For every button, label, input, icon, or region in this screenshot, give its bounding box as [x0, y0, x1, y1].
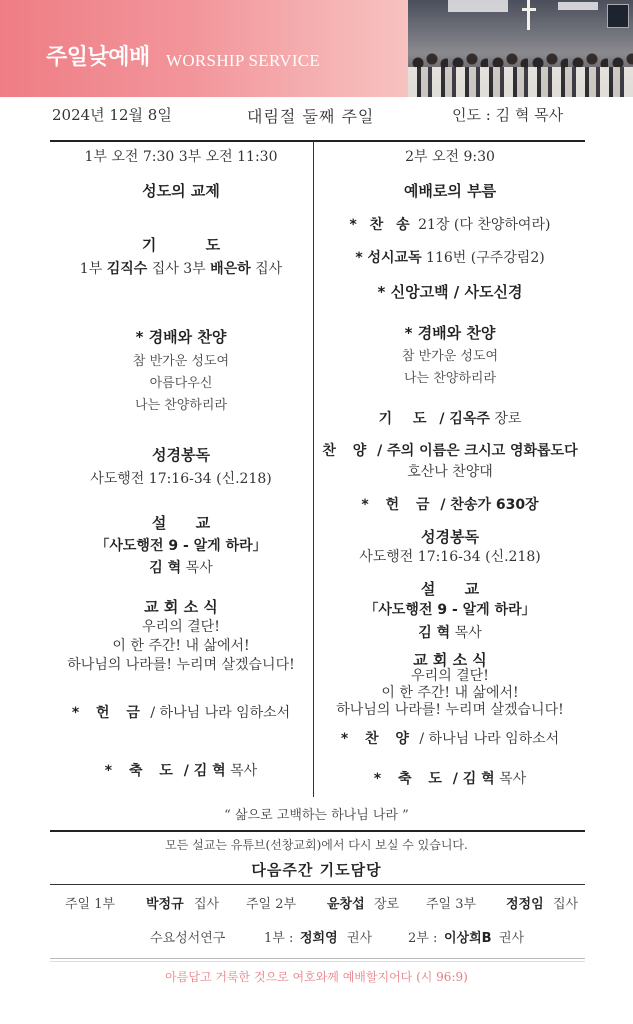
prayer-line: 기 도 / 김옥주 장로	[378, 411, 522, 427]
call-to-worship: 예배로의 부름	[403, 182, 497, 200]
scripture-title: 성경봉독	[152, 446, 210, 464]
responsive-reading-line: * 성시교독 116번 (구주강림2)	[355, 250, 545, 266]
scripture-reference: 사도행전 17:16-34 (신.218)	[90, 471, 272, 487]
scripture-verse: 아름답고 거룩한 것으로 여호와께 예배할지어다 (시 96:9)	[165, 970, 468, 984]
youtube-note: 모든 설교는 유튜브(선창교회)에서 다시 보실 수 있습니다.	[165, 838, 468, 852]
sunday1-role: 집사	[194, 897, 220, 912]
news-line: 이 한 주간! 내 삶에서!	[381, 685, 519, 701]
prayer-title: 기 도	[141, 236, 243, 254]
divider	[50, 140, 585, 142]
praise-song: 참 반가운 성도여	[132, 354, 230, 369]
divider	[50, 830, 585, 832]
sunday1-label: 주일 1부	[65, 897, 116, 912]
praise-song: 아름다우신	[149, 376, 213, 391]
offering-line: * 헌 금 / 찬송가 630장	[361, 497, 539, 513]
creed-line: * 신앙고백 / 사도신경	[377, 283, 523, 301]
left-times: 1부 오전 7:30 3부 오전 11:30	[84, 149, 278, 165]
sermon-name: 「사도행전 9 - 알게 하라」	[95, 538, 267, 554]
wednesday1-role: 권사	[347, 931, 373, 946]
sunday3-role: 집사	[553, 897, 579, 912]
prayer-line: 1부 김직수 집사 3부 배은하 집사	[79, 261, 283, 277]
hymn-line: * 찬 송 21장 (다 찬양하여라)	[349, 217, 551, 233]
screen-icon	[607, 4, 629, 28]
wednesday-prayer-row	[0, 927, 633, 947]
divider	[50, 884, 585, 885]
column-divider	[313, 141, 314, 797]
header-banner	[0, 0, 633, 97]
divider	[50, 958, 585, 959]
wednesday1-label: 1부 :	[264, 931, 294, 946]
service-leader: 인도 : 김 혁 목사	[452, 106, 564, 124]
praise-song: 참 반가운 성도여	[401, 349, 499, 364]
praise-title: * 경배와 찬양	[404, 324, 496, 342]
sermon-title: 설 교	[420, 580, 492, 598]
news-line: 이 한 주간! 내 삶에서!	[112, 638, 250, 654]
news-line: 우리의 결단!	[142, 619, 220, 635]
congregation-photo	[408, 0, 633, 97]
sunday2-role: 장로	[374, 897, 400, 912]
news-line: 하나님의 나라를! 누리며 살겠습니다!	[67, 657, 295, 673]
praise-song: 나는 찬양하리라	[403, 371, 497, 386]
preacher: 김 혁 목사	[149, 560, 213, 576]
service-date: 2024년 12월 8일	[52, 106, 172, 124]
fellowship-title: 성도의 교제	[142, 182, 220, 200]
sunday2-name: 윤창섭	[327, 897, 365, 912]
liturgical-sunday: 대림절 둘째 주일	[247, 107, 375, 126]
theme-quote: “ 삶으로 고백하는 하나님 나라 ”	[224, 808, 409, 823]
scripture-reference: 사도행전 17:16-34 (신.218)	[359, 549, 541, 565]
wednesday2-label: 2부 :	[408, 931, 438, 946]
divider	[50, 961, 585, 962]
praise-title: * 경배와 찬양	[135, 328, 227, 346]
service-subtitle: WORSHIP SERVICE	[166, 51, 321, 70]
sermon-name: 「사도행전 9 - 알게 하라」	[364, 602, 536, 618]
news-title: 교 회 소 식	[144, 598, 218, 616]
right-times: 2부 오전 9:30	[405, 149, 495, 165]
scripture-title: 성경봉독	[421, 528, 479, 546]
wednesday-label: 수요성서연구	[150, 931, 226, 946]
news-line: 하나님의 나라를! 누리며 살겠습니다!	[336, 702, 564, 718]
choir-name: 호산나 찬양대	[407, 464, 493, 480]
info-row	[0, 104, 633, 128]
song-line: * 찬 양 / 하나님 나라 임하소서	[340, 731, 560, 747]
wednesday2-role: 권사	[499, 931, 525, 946]
news-title: 교 회 소 식	[413, 651, 487, 669]
wednesday1-name: 정희영	[300, 931, 338, 946]
preacher: 김 혁 목사	[418, 625, 482, 641]
wednesday2-name: 이상희B	[444, 931, 492, 946]
sunday2-label: 주일 2부	[246, 897, 297, 912]
anthem-line: 찬 양 / 주의 이름은 크시고 영화롭도다	[322, 443, 578, 459]
praise-song: 나는 찬양하리라	[134, 398, 228, 413]
service-title: 주일낮예배	[46, 45, 150, 70]
offering-line: * 헌 금 / 하나님 나라 임하소서	[71, 705, 291, 721]
sunday-prayer-row	[0, 893, 633, 913]
next-week-title: 다음주간 기도담당	[251, 861, 382, 879]
news-line: 우리의 결단!	[411, 668, 489, 684]
cross-icon	[522, 0, 536, 30]
benediction-line: * 축 도 / 김 혁 목사	[104, 763, 258, 779]
sermon-title: 설 교	[151, 514, 223, 532]
sunday1-name: 박정규	[146, 897, 184, 912]
sunday3-label: 주일 3부	[426, 897, 477, 912]
benediction-line: * 축 도 / 김 혁 목사	[373, 771, 527, 787]
sunday3-name: 정정임	[506, 897, 544, 912]
